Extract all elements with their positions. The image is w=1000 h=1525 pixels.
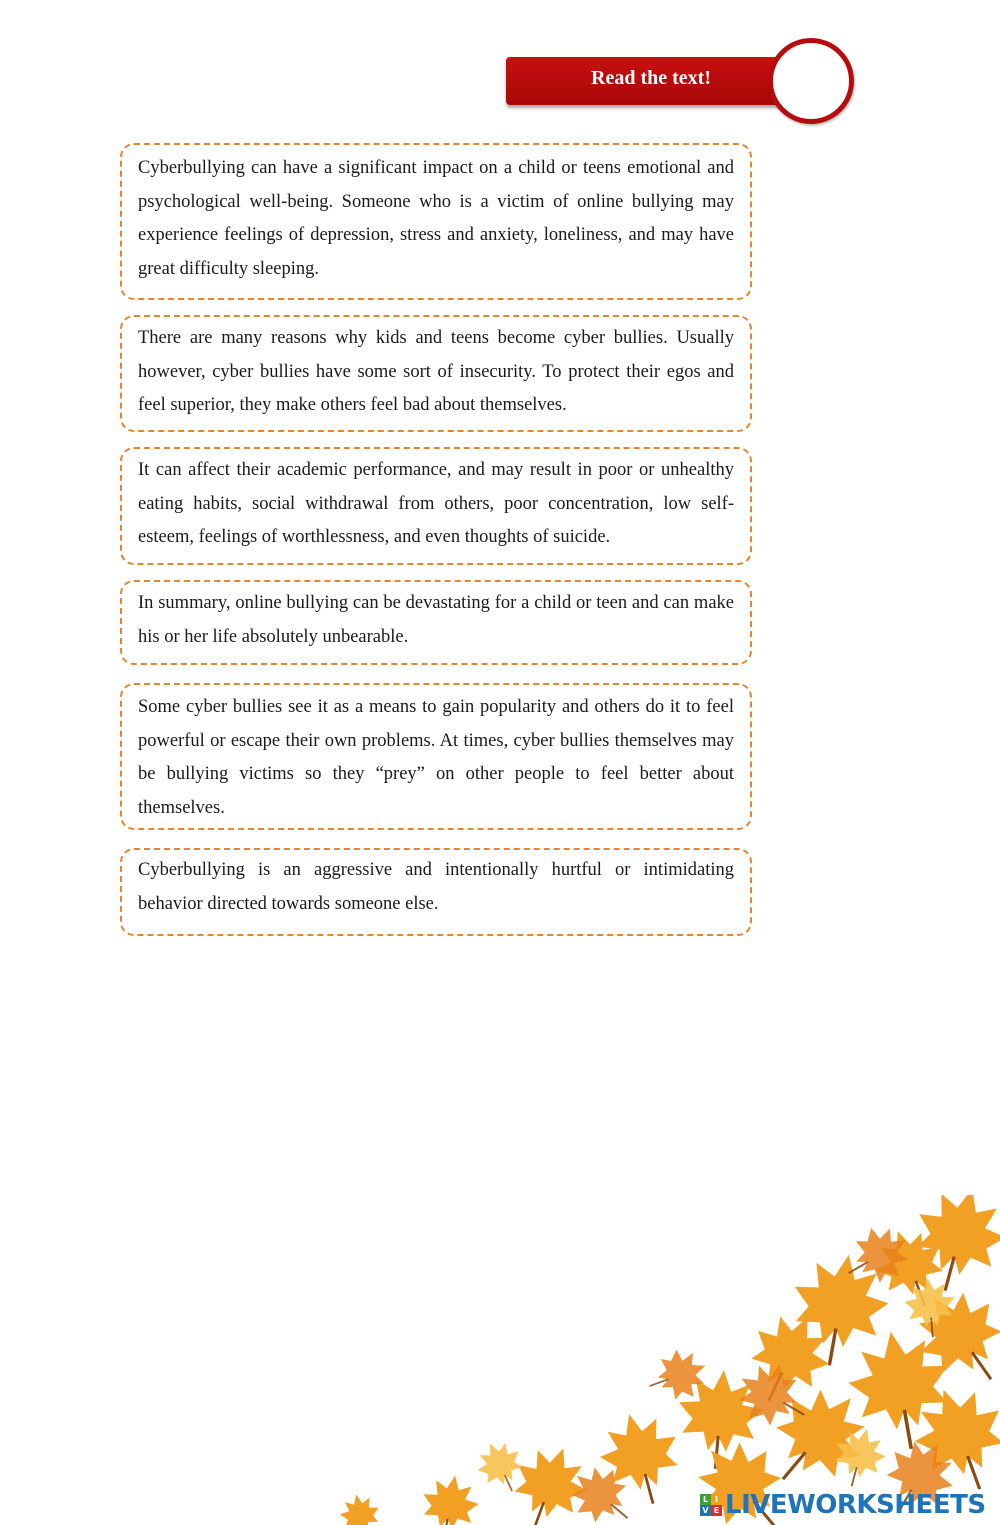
logo-letter-v: V [700,1505,711,1516]
logo-letter-e: E [711,1505,722,1516]
liveworksheets-logo[interactable] [700,1490,986,1520]
banner-circle-decoration [768,38,854,124]
paragraph-box-5 [120,683,752,830]
paragraph-text-1: Cyberbullying can have a significant impact on a child or teens emotional and psychological well-being. Someone who is a victim of online bullying may experience feelings of depression, stress and anxiety, loneliness, and may have great difficulty sleeping. [138,158,734,280]
logo-mark-icon [700,1494,722,1516]
paragraph-text-5: Some cyber bullies see it as a means to gain popularity and others do it to feel powerful or escape their own problems. At times, cyber bullies themselves may be bullying victims so they “prey” on other people to feel better about themselves. [138,697,734,819]
paragraph-text-2: There are many reasons why kids and teens become cyber bullies. Usually however, cyber bullies have some sort of insecurity. To protect their egos and feel superior, they make others feel bad about themselves. [138,328,734,416]
paragraph-box-6 [120,848,752,936]
banner-label: Read the text! [591,67,711,89]
paragraph-text-4: In summary, online bullying can be devastating for a child or teen and can make his or her life absolutely unbearable. [138,593,734,647]
logo-letter-l: L [700,1494,711,1505]
paragraph-text-3: It can affect their academic performance, and may result in poor or unhealthy eating habits, social withdrawal from others, poor concentration, low self-esteem, feelings of worthlessness, and even thoughts of suicide. [138,460,734,548]
paragraph-box-1 [120,143,752,300]
logo-letter-i: I [711,1494,722,1505]
logo-text: LIVEWORKSHEETS [725,1490,986,1520]
paragraph-box-3 [120,447,752,565]
autumn-leaves-decoration [320,1195,1000,1525]
read-the-text-banner [506,57,806,105]
paragraph-box-2 [120,315,752,432]
paragraph-text-6: Cyberbullying is an aggressive and intentionally hurtful or intimidating behavior directed towards someone else. [138,860,734,914]
paragraph-box-4 [120,580,752,665]
